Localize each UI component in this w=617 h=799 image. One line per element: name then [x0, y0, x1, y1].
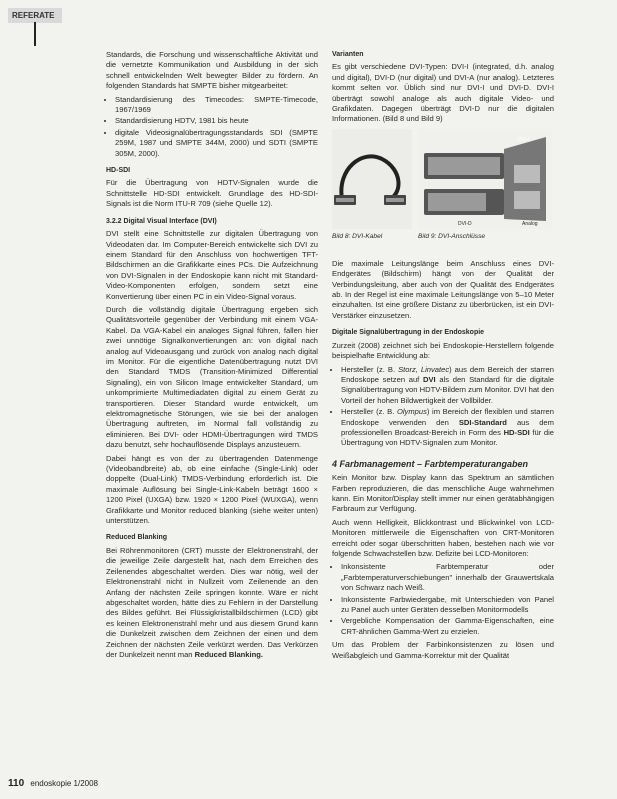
- italic-run: Storz, Linvatec: [395, 364, 450, 374]
- heading-reduced-blanking: Reduced Blanking: [106, 534, 168, 542]
- deficits-list: [332, 562, 554, 637]
- journal-name: endoskopie 1/2008: [30, 779, 98, 788]
- figure-row: [332, 129, 554, 247]
- heading-farbmanagement: 4 Farbmanagement – Farbtemperaturangaben: [332, 458, 529, 469]
- section-tag: REFERATE: [8, 8, 62, 23]
- text-run: für die Übertragung von HDTV-Signalen zum Monitor.: [341, 427, 554, 448]
- list-item: [341, 407, 554, 449]
- manufacturer-list: [332, 365, 554, 449]
- figure-caption: Bild 9: DVI-Anschlüsse: [418, 232, 486, 240]
- section-divider: [34, 22, 36, 46]
- dvi-cable-image: [332, 129, 412, 229]
- label-dvi-d: DVI-D: [458, 220, 472, 227]
- italic-run: Olympus: [394, 407, 427, 417]
- heading-varianten: Varianten: [332, 51, 364, 58]
- text-run: ) im Bereich der flexiblen und starren Endoskope verwenden den: [341, 407, 554, 427]
- heading-hd-sdi: HD-SDI: [106, 167, 131, 175]
- left-column: [106, 50, 318, 663]
- text-run: ) aus dem Bereich der starren Endoskope setzen auf: [341, 364, 554, 384]
- standards-list: [106, 95, 318, 159]
- heading-digital-endoskopie: Digitale Signalübertragung in der Endoskopie: [332, 329, 485, 337]
- bold-run: Reduced Blanking.: [194, 649, 264, 659]
- list-item: • Standardisierung des Timecodes: SMPTE-Timecode, 1967/1969: [115, 95, 318, 116]
- dvi-connectors-illustration: [418, 129, 552, 229]
- text-run: Hersteller (z. B.: [341, 364, 396, 374]
- heading-dvi: 3.2.2 Digital Visual Interface (DVI): [106, 217, 217, 225]
- text-run: Bei Röhrenmonitoren (CRT) musste der Elektronenstrahl, der die jeweilige Zeile dargestellt hat, nach dem Erreichen des Zeilenendes abgeschaltet werden. Dies war nötig, weil der Elektronenstrahl nicht in Nullzeit vom Zeilenende an den Anfang der nächsten Zeile springen konnte. Wäre er nicht abgeschaltet worden, hätte dies zu Fehlern in der Darstellung des Bildes geführt. Bei Flüssigkristallbildschirmen (LCD) gibt es keinen Elektronenstrahl mehr und aus diesem Grund kann die Dunkelzeit zwischen dem Zeichnen der einen und dem Zeichnen der nächsten Zeile verkürzt werden. Das Verkürzen der Dunkelzeit nennt man: [106, 545, 318, 659]
- paragraph: DVI stellt eine Schnittstelle zur digitalen Übertragung von Videodaten dar. Im Computer-Bereich entwickelte sich DVI zu einem Standard für den Anschluss von hochwertigen TFT-Bildschirmen an die Grafikkarte eines PCs. Die Aufzeichnung von DVI-Signalen in der Endoskopie kann nicht mit Standard-Video-Komponenten erfolgen, sondern setzt eine Konvertierung über einen PC in ein Video-Signal voraus.: [106, 229, 318, 301]
- paragraph: Es gibt verschiedene DVI-Typen: DVI-I (integrated, d.h. analog und digital), DVI-D (nur digital) und DVI-A (nur analog). Letzteres kommt selten vor. Üblich sind nur DVI-I und DVI-D. DVI-I überträgt sowohl analoge als auch digitale Video- und Grafikdaten. Dagegen überträgt DVI-D nur die digitalen Informationen. (Bild 8 und Bild 9): [332, 62, 554, 124]
- paragraph: Zurzeit (2008) zeichnet sich bei Endoskopie-Herstellern folgende beispielhafte Entwicklung ab:: [332, 340, 554, 361]
- list-item: [341, 365, 554, 407]
- page-footer: [8, 778, 98, 789]
- paragraph: Für die Übertragung von HDTV-Signalen wurde die Schnittstelle HD-SDI entwickelt. Grundlage des HD-SDI-Signals ist die Norm ITU-R 709 (siehe Quelle 12).: [106, 178, 318, 209]
- paragraph: Die maximale Leitungslänge beim Anschluss eines DVI-Endgerätes (Bildschirm) hängt von der Qualität der Verbindungsleitung, aber auch von der Qualität des Endgerätes ab. In der Regel ist eine maximale Leitungslänge von 5–10 Meter einzuhalten. Ist eine größere Distanz zu überbrücken, ist ein DVI-Verstärker einzusetzen.: [332, 258, 554, 320]
- paragraph: Auch wenn Helligkeit, Blickkontrast und Blickwinkel von LCD-Monitoren mittlerweile die Eigenschaften von CRT-Monitoren erreicht oder sogar überschritten haben, bestehen nach wie vor folgende Schwachstellen bzw. Defizite bei LCD-Monitoren:: [332, 517, 554, 558]
- text-run: als den Standard für die digitale Signalübertragung von HDTV-Bildern zum Monitor. DVI hat den Vorteil der hohen Bildwertigkeit der Vollbilder.: [341, 374, 554, 405]
- list-item: • Vergebliche Kompensation der Gamma-Eigenschaften, eine CRT-ähnlichen Gamma-Wert zu erzielen.: [341, 616, 554, 637]
- label-dvi-i: DVI-I: [518, 136, 530, 143]
- bold-run: HD-SDI: [503, 427, 530, 437]
- paragraph: Kein Monitor bzw. Display kann das Spektrum an sämtlichen Farben reproduzieren, die das menschliche Auge wahrnehmen kann. Ein Monitor/Display stellt immer nur einen gerätabhängigen Farbraum zur Verfügung.: [332, 473, 554, 514]
- paragraph: Standards, die Forschung und wissenschaftliche Aktivität und die vernetzte Kommunikation und Ausbildung in der sich schnell entwickelnden Welt bewegter Bilder zu fördern. An folgenden Standards hat SMPTE bisher mitgearbeitet:: [106, 50, 318, 91]
- page-number: 110: [8, 778, 25, 789]
- paragraph: [106, 546, 318, 660]
- list-item: • Standardisierung HDTV, 1981 bis heute: [115, 116, 318, 126]
- list-item: • Inkonsistente Farbwiedergabe, mit Unterschieden von Panel zu Panel auch unter Geräten desselben Monitormodells: [341, 595, 554, 616]
- paragraph: Dabei hängt es von der zu übertragenden Datenmenge (Videobandbreite) ab, ob eine einfache (Single-Link) oder doppelte (Dual-Link) TMDS-Verbindung erforderlich ist. Die maximale Auflösung bei Single-Link-Kabeln beträgt 1600 × 1200 Pixel (UXGA) bzw. 1920 × 1200 Pixel (WUXGA), wenn Grafikkarte und Monitor reduced blanking (siehe weiter unten) unterstützen.: [106, 453, 318, 526]
- text-run: aus dem professionellen Broadcast-Bereich in Form des: [341, 417, 554, 437]
- bold-run: SDI-Standard: [458, 417, 507, 427]
- right-column: [332, 50, 554, 664]
- paragraph: Um das Problem der Farbinkonsistenzen zu lösen und Weißabgleich und Gamma-Korrektur mit der Qualität: [332, 640, 554, 660]
- list-item: • digitale Videosignalübertragungsstandards SDI (SMPTE 259M, 1987 und SMPTE 344M, 2000) und SDTI (SMPTE 305M, 2000).: [115, 128, 318, 159]
- label-analog: Analog: [522, 220, 538, 227]
- list-item: • Inkonsistente Farbtemperatur oder „Farbtemperaturverschiebungen" innerhalb der Grauwertskala von Schwarz nach Weiß.: [341, 562, 554, 593]
- bold-run: DVI: [422, 374, 436, 384]
- paragraph: Durch die vollständig digitale Übertragung ergeben sich Qualitätsvorteile gegenüber der Verbindung mit einem VGA-Kabel. Da VGA-Kabel ein analoges Signal führen, fallen hier zwei unnötige Signalkonvertierungen an: von digital nach analog auf Videoausgang und zurück von analog nach digital im Monitor. Für die eigentliche Datenübertragung nutzt DVI den Standard TMDS (Transition-Minimized Differential Signaling), ein von Silicon Image entwickelter Standard, um unkomprimierte Multimediadaten digital zu einem Gerät zu transportieren. Dieser Standard wurde entwickelt, um elektromagnetische Störungen, wie sie bei der analogen Übertragung auftreten, im Normal fall vollständig zu eliminieren. Bei DVI- oder HDMI-Übertragungen wird TMDS dazu benutzt, sehr hochauflösende Displays anzusteuern.: [106, 304, 318, 450]
- dvi-cable-illustration: [332, 129, 412, 229]
- text-run: Hersteller (z. B.: [341, 407, 395, 417]
- figure-caption: Bild 8: DVI-Kabel: [332, 232, 383, 240]
- dvi-connectors-image: [418, 129, 552, 229]
